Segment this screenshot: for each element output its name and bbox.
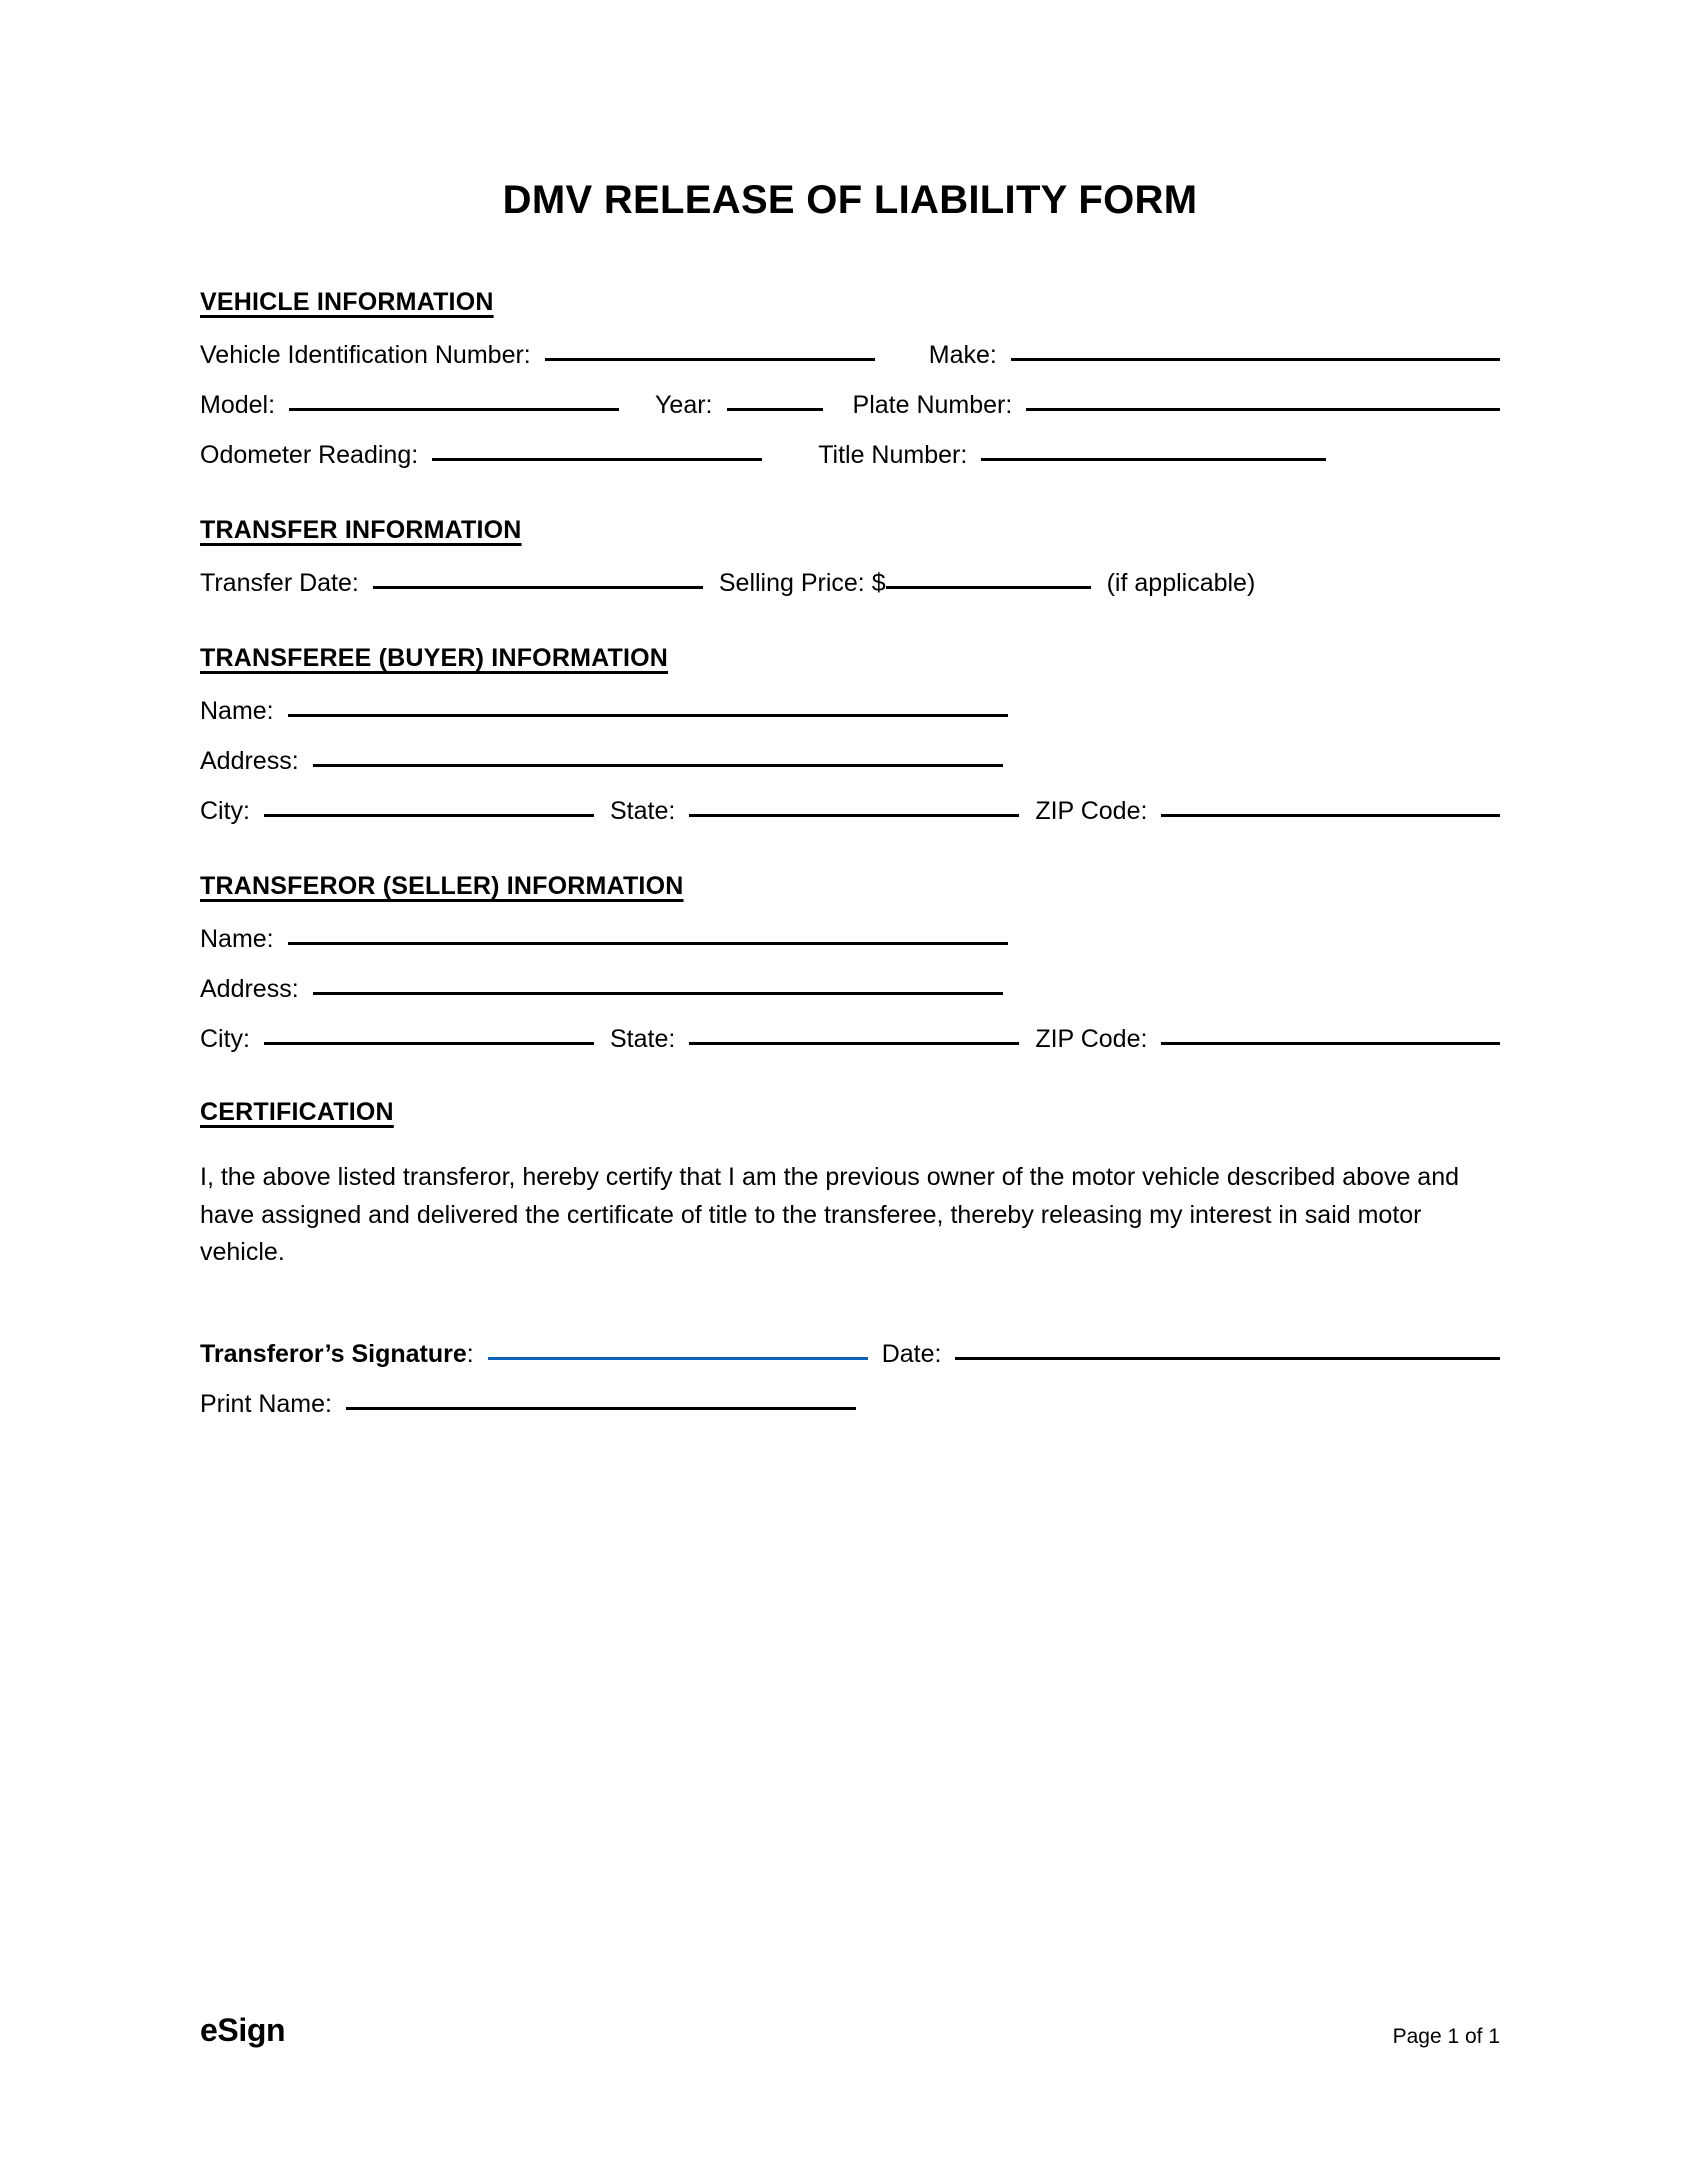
input-line-seller-zip[interactable]	[1161, 1042, 1500, 1045]
page-footer	[200, 2012, 1500, 2049]
input-line-plate-number[interactable]	[1026, 408, 1500, 411]
label-buyer-address: Address:	[200, 747, 299, 775]
field-row-seller-name	[200, 927, 1500, 952]
input-line-title-number[interactable]	[981, 458, 1326, 461]
esign-logo: eSign	[200, 2012, 286, 2048]
section-heading-vehicle: VEHICLE INFORMATION	[200, 288, 494, 316]
label-selling-price: Selling Price: $	[718, 569, 886, 597]
label-buyer-name: Name:	[200, 697, 274, 725]
certification-paragraph: I, the above listed transferor, hereby certify that I am the previous owner of the motor vehicle described above and have assigned and delivered the certificate of title to the transferee, thereby releasing my interest in said motor vehicle.	[200, 1163, 1460, 1266]
section-heading-transferor: TRANSFEROR (SELLER) INFORMATION	[200, 872, 684, 900]
field-row-print-name	[200, 1389, 1500, 1418]
label-odometer-reading: Odometer Reading:	[200, 441, 419, 469]
input-line-vin[interactable]	[545, 358, 875, 361]
input-line-seller-state[interactable]	[689, 1042, 1019, 1045]
section-vehicle-information	[200, 288, 1500, 468]
label-buyer-state: State:	[610, 797, 676, 825]
input-line-buyer-city[interactable]	[264, 814, 594, 817]
label-transferor-signature: Transferor’s Signature:	[200, 1339, 474, 1368]
section-heading-transfer: TRANSFER INFORMATION	[200, 516, 522, 544]
label-transfer-date: Transfer Date:	[200, 569, 359, 597]
label-seller-city: City:	[200, 1025, 250, 1053]
label-model: Model:	[200, 391, 276, 419]
input-line-print-name[interactable]	[346, 1407, 856, 1410]
field-row-signature-date	[200, 1339, 1500, 1368]
input-line-seller-address[interactable]	[313, 992, 1003, 995]
input-line-model[interactable]	[289, 408, 619, 411]
field-row-buyer-name	[200, 699, 1500, 724]
input-line-odometer-reading[interactable]	[432, 458, 762, 461]
input-line-buyer-zip[interactable]	[1161, 814, 1500, 817]
label-make: Make:	[928, 341, 997, 369]
label-seller-name: Name:	[200, 925, 274, 953]
label-buyer-city: City:	[200, 797, 250, 825]
input-line-seller-city[interactable]	[264, 1042, 594, 1045]
label-if-applicable: (if applicable)	[1106, 569, 1256, 597]
input-line-buyer-address[interactable]	[313, 764, 1003, 767]
field-row-buyer-city-state-zip	[200, 799, 1500, 824]
section-heading-certification: CERTIFICATION	[200, 1098, 394, 1126]
page-indicator: Page 1 of 1	[1392, 2025, 1500, 2048]
section-certification	[200, 1098, 1500, 1272]
label-seller-state: State:	[610, 1025, 676, 1053]
field-row-buyer-address	[200, 749, 1500, 774]
input-line-selling-price[interactable]	[886, 586, 1091, 589]
section-heading-transferee: TRANSFEREE (BUYER) INFORMATION	[200, 644, 669, 672]
input-line-seller-name[interactable]	[288, 942, 1008, 945]
label-vin: Vehicle Identification Number:	[200, 341, 531, 369]
label-buyer-zip: ZIP Code:	[1035, 797, 1148, 825]
input-line-transfer-date[interactable]	[373, 586, 703, 589]
label-year: Year:	[655, 391, 713, 419]
section-transferee-information	[200, 644, 1500, 824]
input-line-buyer-name[interactable]	[288, 714, 1008, 717]
page-title: DMV RELEASE OF LIABILITY FORM	[502, 178, 1198, 222]
field-row-vin-make	[200, 343, 1500, 368]
field-row-seller-city-state-zip	[200, 1027, 1500, 1052]
label-seller-address: Address:	[200, 975, 299, 1003]
label-print-name: Print Name:	[200, 1389, 332, 1418]
label-title-number: Title Number:	[818, 441, 968, 469]
section-transferor-information	[200, 872, 1500, 1052]
field-row-seller-address	[200, 977, 1500, 1002]
label-plate-number: Plate Number:	[852, 391, 1013, 419]
signature-field-transferor[interactable]	[488, 1357, 868, 1360]
input-line-make[interactable]	[1011, 358, 1500, 361]
section-transfer-information	[200, 516, 1500, 596]
input-line-signature-date[interactable]	[955, 1357, 1500, 1360]
label-seller-zip: ZIP Code:	[1035, 1025, 1148, 1053]
field-row-odometer-title	[200, 443, 1500, 468]
input-line-buyer-state[interactable]	[689, 814, 1019, 817]
field-row-model-year-plate	[200, 393, 1500, 418]
field-row-transfer-date-price	[200, 571, 1500, 596]
label-signature-date: Date:	[881, 1339, 942, 1368]
input-line-year[interactable]	[727, 408, 823, 411]
signature-block	[200, 1339, 1500, 1418]
